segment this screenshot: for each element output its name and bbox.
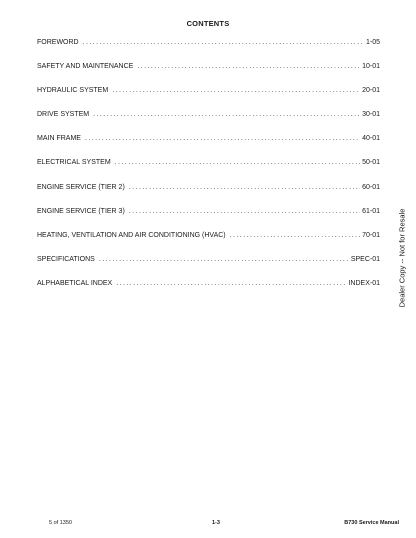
- toc-entry-foreword[interactable]: [37, 38, 380, 62]
- toc-entry-page: INDEX-01: [348, 279, 380, 287]
- dot-leader: [129, 207, 360, 217]
- dealer-copy-side-note: Dealer Copy -- Not for Resale: [397, 208, 407, 308]
- footer-page-number: 1-3: [212, 520, 220, 526]
- toc-entry-specifications[interactable]: [37, 255, 380, 279]
- footer-page-count: 5 of 1350: [49, 520, 72, 526]
- dot-leader: [137, 62, 360, 72]
- toc-entry-page: 60-01: [362, 183, 380, 191]
- toc-entry-label: SAFETY AND MAINTENANCE: [37, 63, 134, 71]
- toc-entry-label: MAIN FRAME: [37, 135, 81, 143]
- toc-entry-safety-and-maintenance[interactable]: [37, 62, 380, 86]
- toc-entry-page: 1-05: [365, 39, 380, 46]
- toc-entry-label: ALPHABETICAL INDEX: [37, 279, 113, 287]
- dot-leader: [115, 158, 360, 168]
- toc-entry-label: DRIVE SYSTEM: [37, 111, 90, 119]
- page-title: CONTENTS: [186, 19, 230, 28]
- dot-leader: [85, 134, 360, 144]
- toc-entry-label: SPECIFICATIONS: [37, 255, 95, 263]
- toc-entry-page: 30-01: [362, 111, 380, 119]
- toc-entry-label: HEATING, VENTILATION AND AIR CONDITIONING (HVAC): [37, 231, 226, 239]
- dot-leader: [129, 183, 360, 193]
- dot-leader: [230, 231, 360, 241]
- toc-entry-label: ENGINE SERVICE (TIER 2): [37, 183, 125, 191]
- footer-manual-title: B730 Service Manual: [344, 520, 399, 526]
- toc-entry-page: 50-01: [362, 159, 380, 167]
- table-of-contents: [37, 38, 380, 303]
- toc-entry-hydraulic-system[interactable]: [37, 86, 380, 110]
- toc-entry-label: ELECTRICAL SYSTEM: [37, 159, 111, 167]
- toc-entry-alphabetical-index[interactable]: [37, 279, 380, 303]
- dot-leader: [93, 110, 360, 120]
- toc-entry-label: ENGINE SERVICE (TIER 3): [37, 207, 125, 215]
- toc-entry-main-frame[interactable]: [37, 134, 380, 158]
- toc-entry-engine-service-tier-2[interactable]: [37, 183, 380, 207]
- toc-entry-page: 61-01: [362, 207, 380, 215]
- dot-leader: [83, 38, 364, 48]
- toc-entry-page: 70-01: [362, 231, 380, 239]
- toc-entry-page: SPEC-01: [350, 255, 380, 263]
- toc-entry-page: 40-01: [362, 135, 380, 143]
- toc-entry-label: HYDRAULIC SYSTEM: [37, 87, 109, 95]
- toc-entry-engine-service-tier-3[interactable]: [37, 207, 380, 231]
- toc-entry-drive-system[interactable]: [37, 110, 380, 134]
- toc-entry-electrical-system[interactable]: [37, 158, 380, 182]
- dot-leader: [99, 255, 349, 265]
- toc-entry-label: FOREWORD: [37, 39, 79, 46]
- toc-entry-hvac[interactable]: [37, 231, 380, 255]
- toc-entry-page: 20-01: [362, 87, 380, 95]
- dot-leader: [112, 86, 360, 96]
- dot-leader: [116, 279, 346, 289]
- toc-entry-page: 10-01: [362, 63, 380, 71]
